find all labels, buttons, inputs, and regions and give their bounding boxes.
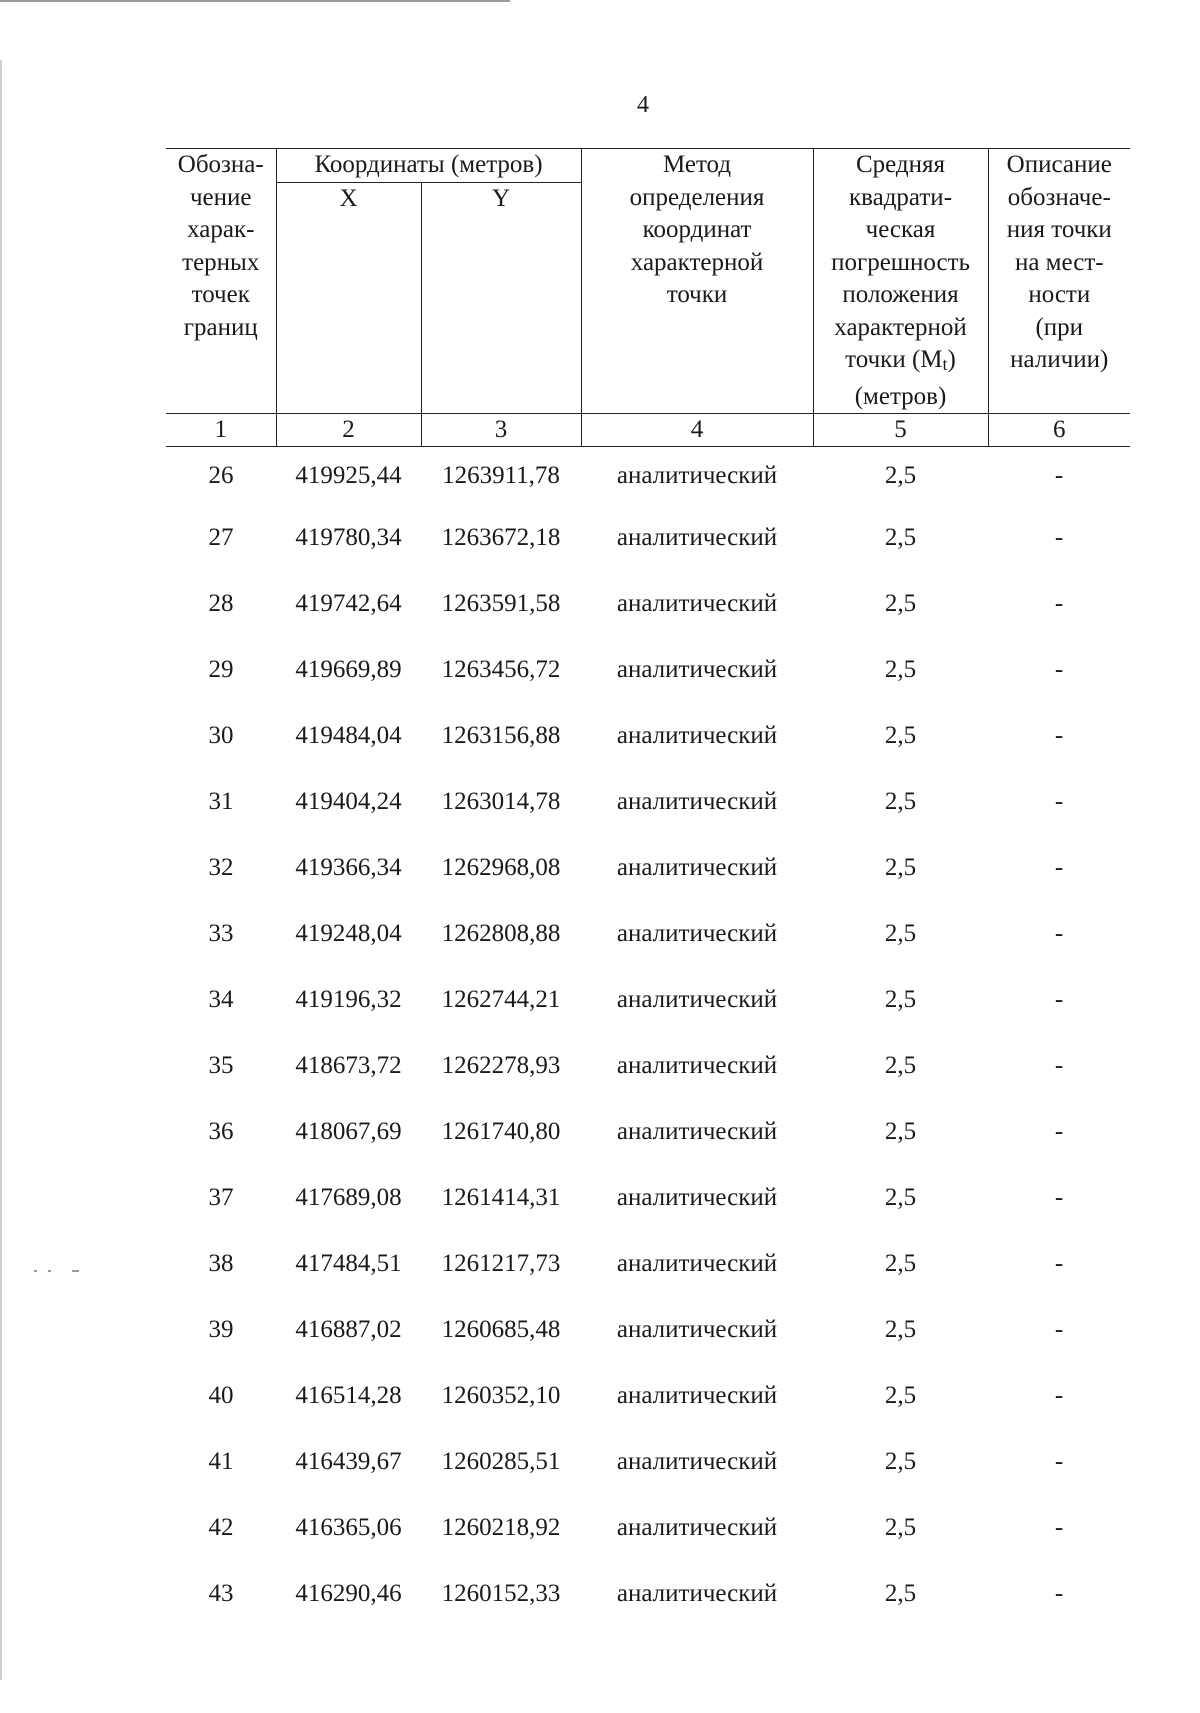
- point-designation-cell: 36: [208, 1118, 234, 1145]
- coordinate-x-cell: 416290,46: [295, 1580, 402, 1607]
- method-cell: аналитический: [616, 1514, 778, 1541]
- table-row: [166, 1495, 1130, 1561]
- point-description-cell: -: [1054, 1316, 1064, 1343]
- coordinate-x-cell: 419248,04: [295, 920, 402, 947]
- point-description-cell: -: [1054, 920, 1064, 947]
- point-description-cell: -: [1054, 854, 1064, 881]
- coordinate-y-cell: 1262744,21: [441, 986, 561, 1013]
- table-body: [166, 447, 1130, 1628]
- margin-mark: [34, 1270, 79, 1272]
- table-row: [166, 1297, 1130, 1363]
- coordinate-x-cell: 418067,69: [295, 1118, 402, 1145]
- coordinate-x-cell: 416514,28: [295, 1382, 402, 1409]
- point-designation-cell: 30: [208, 722, 234, 749]
- table-row: [166, 505, 1130, 571]
- coordinate-y-cell: 1260352,10: [441, 1382, 561, 1409]
- table-row: [166, 1429, 1130, 1495]
- coordinate-y-cell: 1262808,88: [441, 920, 561, 947]
- point-designation-cell: 33: [208, 920, 234, 947]
- coordinate-x-cell: 419742,64: [295, 590, 402, 617]
- point-designation-cell: 38: [208, 1250, 234, 1277]
- point-designation-cell: 34: [208, 986, 234, 1013]
- header-mean-error-tail: ) (метров): [854, 346, 956, 410]
- mean-error-cell: 2,5: [884, 590, 917, 617]
- coordinate-y-cell: 1263156,88: [441, 722, 561, 749]
- column-number: 3: [421, 414, 581, 447]
- column-numbers-row: [166, 414, 1130, 447]
- coordinate-x-cell: 416439,67: [295, 1448, 402, 1475]
- mean-error-cell: 2,5: [884, 1580, 917, 1607]
- method-cell: аналитический: [616, 1052, 778, 1079]
- coordinate-y-cell: 1261414,31: [441, 1184, 561, 1211]
- coordinate-y-cell: 1263672,18: [441, 524, 561, 551]
- coordinate-x-cell: 417484,51: [295, 1250, 402, 1277]
- point-description-cell: -: [1054, 656, 1064, 683]
- mean-error-cell: 2,5: [884, 1382, 917, 1409]
- point-description-cell: -: [1054, 1448, 1064, 1475]
- mean-error-cell: 2,5: [884, 1316, 917, 1343]
- mean-error-cell: 2,5: [884, 1448, 917, 1475]
- coordinate-x-cell: 418673,72: [295, 1052, 402, 1079]
- coordinate-y-cell: 1261217,73: [441, 1250, 561, 1277]
- point-description-cell: -: [1054, 722, 1064, 749]
- point-designation-cell: 28: [208, 590, 234, 617]
- mean-error-cell: 2,5: [884, 722, 917, 749]
- coordinate-x-cell: 416887,02: [295, 1316, 402, 1343]
- point-description-cell: -: [1054, 1514, 1064, 1541]
- coordinate-x-cell: 419780,34: [295, 524, 402, 551]
- method-cell: аналитический: [616, 854, 778, 881]
- mean-error-cell: 2,5: [884, 1052, 917, 1079]
- point-description-cell: -: [1054, 1118, 1064, 1145]
- table-row: [166, 1561, 1130, 1627]
- point-designation-cell: 26: [208, 462, 234, 489]
- method-cell: аналитический: [616, 1382, 778, 1409]
- point-description-cell: -: [1054, 1250, 1064, 1277]
- mean-error-cell: 2,5: [884, 788, 917, 815]
- point-designation-cell: 41: [208, 1448, 234, 1475]
- mean-error-cell: 2,5: [884, 1250, 917, 1277]
- coordinate-y-cell: 1260152,33: [441, 1580, 561, 1607]
- coordinate-y-cell: 1263911,78: [442, 462, 560, 489]
- coordinate-x-cell: 419404,24: [295, 788, 402, 815]
- column-number: 4: [581, 414, 813, 447]
- coordinate-y-cell: 1262278,93: [441, 1052, 561, 1079]
- point-description-cell: -: [1054, 986, 1064, 1013]
- coordinate-y-cell: 1263014,78: [441, 788, 561, 815]
- point-description-cell: -: [1054, 788, 1064, 815]
- point-description-cell: -: [1054, 590, 1064, 617]
- header-description: Описание обозначе- ния точки на мест- ности (при наличии): [988, 149, 1130, 414]
- table-row: [166, 1363, 1130, 1429]
- boundary-points-table: [166, 148, 1130, 1627]
- table-row: [166, 637, 1130, 703]
- point-description-cell: -: [1054, 524, 1064, 551]
- coordinate-x-cell: 419366,34: [295, 854, 402, 881]
- coordinate-y-cell: 1260218,92: [441, 1514, 561, 1541]
- point-designation-cell: 35: [208, 1052, 234, 1079]
- mean-error-cell: 2,5: [884, 524, 917, 551]
- point-description-cell: -: [1054, 1052, 1064, 1079]
- method-cell: аналитический: [616, 1250, 778, 1277]
- point-designation-cell: 29: [208, 656, 234, 683]
- method-cell: аналитический: [616, 524, 778, 551]
- point-description-cell: -: [1054, 1580, 1064, 1607]
- method-cell: аналитический: [616, 788, 778, 815]
- mean-error-cell: 2,5: [884, 854, 917, 881]
- point-designation-cell: 43: [208, 1580, 234, 1607]
- coordinate-y-cell: 1260285,51: [441, 1448, 561, 1475]
- mean-error-cell: 2,5: [884, 1514, 917, 1541]
- point-designation-cell: 42: [208, 1514, 234, 1541]
- point-designation-cell: 32: [208, 854, 234, 881]
- header-mean-error: [813, 149, 988, 414]
- method-cell: аналитический: [616, 1448, 778, 1475]
- method-cell: аналитический: [616, 920, 778, 947]
- header-coordinates: Координаты (метров): [276, 149, 581, 183]
- header-x: X: [276, 183, 421, 414]
- coordinate-y-cell: 1260685,48: [441, 1316, 561, 1343]
- header-mean-error-main: Средняя квадрати- ческая погрешность положения характерной точки (M: [831, 151, 970, 373]
- point-description-cell: -: [1054, 462, 1064, 489]
- coordinate-x-cell: 419196,32: [295, 986, 402, 1013]
- mean-error-cell: 2,5: [884, 1118, 917, 1145]
- point-designation-cell: 37: [208, 1184, 234, 1211]
- table-row: [166, 835, 1130, 901]
- table-header: [166, 149, 1130, 447]
- method-cell: аналитический: [616, 1316, 778, 1343]
- point-designation-cell: 27: [208, 524, 234, 551]
- mean-error-cell: 2,5: [884, 920, 917, 947]
- page-number: 4: [637, 92, 649, 118]
- column-number: 2: [276, 414, 421, 447]
- method-cell: аналитический: [616, 722, 778, 749]
- header-y: Y: [421, 183, 581, 414]
- point-designation-cell: 31: [208, 788, 234, 815]
- header-designation: Обозна- чение харак- терных точек границ: [166, 149, 276, 414]
- coordinate-y-cell: 1263591,58: [441, 590, 561, 617]
- point-designation-cell: 40: [208, 1382, 234, 1409]
- coordinate-x-cell: 419925,44: [295, 462, 402, 489]
- coordinate-x-cell: 416365,06: [295, 1514, 402, 1541]
- method-cell: аналитический: [616, 462, 778, 489]
- coordinate-y-cell: 1262968,08: [441, 854, 561, 881]
- column-number: 5: [813, 414, 988, 447]
- method-cell: аналитический: [616, 986, 778, 1013]
- table-row: [166, 1099, 1130, 1165]
- column-number: 1: [166, 414, 276, 447]
- table-row: [166, 447, 1130, 506]
- table-row: [166, 1231, 1130, 1297]
- coordinate-y-cell: 1263456,72: [441, 656, 561, 683]
- header-mean-error-subscript: t: [942, 354, 948, 374]
- point-description-cell: -: [1054, 1382, 1064, 1409]
- scan-edge-top: [0, 0, 510, 2]
- table-row: [166, 571, 1130, 637]
- mean-error-cell: 2,5: [884, 1184, 917, 1211]
- mean-error-cell: 2,5: [884, 656, 917, 683]
- coordinate-x-cell: 419669,89: [295, 656, 402, 683]
- table-row: [166, 769, 1130, 835]
- coordinate-x-cell: 419484,04: [295, 722, 402, 749]
- column-number: 6: [988, 414, 1130, 447]
- point-designation-cell: 39: [208, 1316, 234, 1343]
- table-row: [166, 1033, 1130, 1099]
- mean-error-cell: 2,5: [884, 986, 917, 1013]
- method-cell: аналитический: [616, 656, 778, 683]
- table-row: [166, 901, 1130, 967]
- table-row: [166, 967, 1130, 1033]
- method-cell: аналитический: [616, 1118, 778, 1145]
- method-cell: аналитический: [616, 1184, 778, 1211]
- table-row: [166, 703, 1130, 769]
- method-cell: аналитический: [616, 590, 778, 617]
- mean-error-cell: 2,5: [884, 462, 917, 489]
- table-row: [166, 1165, 1130, 1231]
- scan-edge-left: [0, 60, 2, 1680]
- coordinate-y-cell: 1261740,80: [441, 1118, 561, 1145]
- point-description-cell: -: [1054, 1184, 1064, 1211]
- header-method: Метод определения координат характерной точки: [581, 149, 813, 414]
- coordinate-x-cell: 417689,08: [295, 1184, 402, 1211]
- method-cell: аналитический: [616, 1580, 778, 1607]
